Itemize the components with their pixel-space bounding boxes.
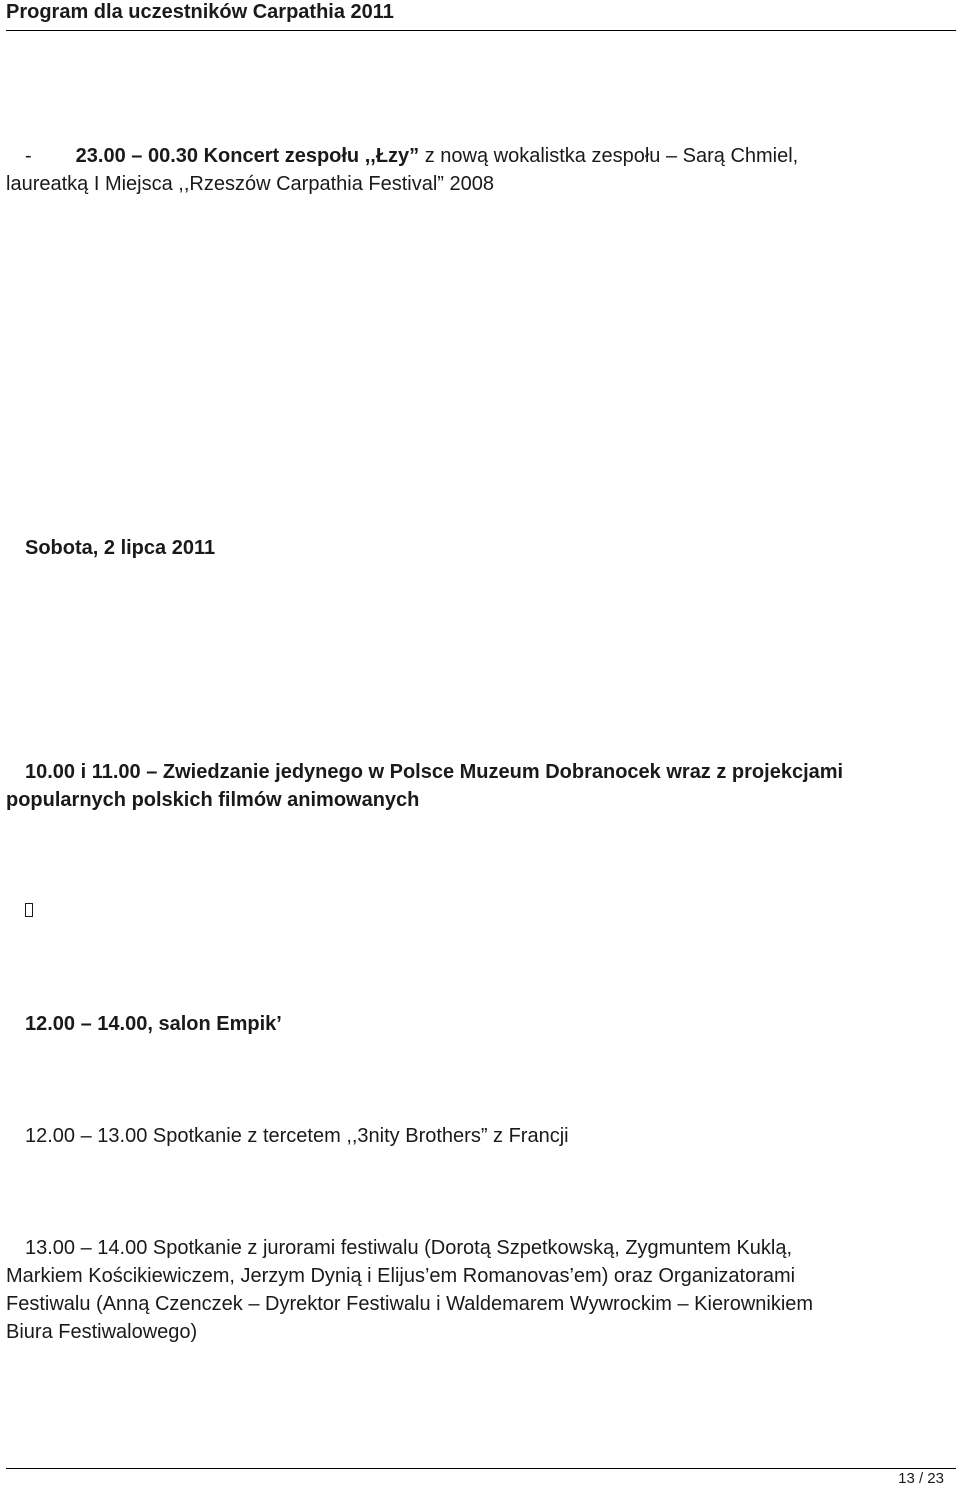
concert-line-2: laureatką I Miejsca ,,Rzeszów Carpathia Festival” 2008 — [6, 173, 494, 195]
museum-line-1: 10.00 i 11.00 – Zwiedzanie jedynego w Polsce Muzeum Dobranocek wraz z projekcjami — [25, 761, 844, 783]
trio-entry: 12.00 – 13.00 Spotkanie z tercetem ,,3nity Brothers” z Francji — [25, 1125, 569, 1147]
concert-description: z nową wokalistka zespołu – Sarą Chmiel, — [419, 145, 799, 167]
concert-entry — [6, 142, 956, 198]
concert-time: 23.00 – 00.30 — [75, 145, 199, 167]
jury-line-3: Festiwalu (Anną Czenczek – Dyrektor Festiwalu i Waldemarem Wywrockim – Kierownikiem — [6, 1293, 814, 1315]
page-number: 13 / 23 — [898, 1470, 944, 1487]
empik-heading: 12.00 – 14.00, salon Empik’ — [25, 1013, 282, 1035]
jury-line-2: Markiem Kościkiewiczem, Jerzym Dynią i Elijus’em Romanovas’em) oraz Organizatorami — [6, 1265, 796, 1287]
jury-line-4: Biura Festiwalowego) — [6, 1321, 198, 1343]
list-dash: - — [25, 145, 32, 167]
band-name: ,,Łzy” — [364, 145, 420, 167]
concert-line-1 — [6, 142, 956, 170]
jury-entry — [6, 1234, 956, 1346]
header-divider — [6, 30, 956, 31]
day-heading: Sobota, 2 lipca 2011 — [25, 537, 216, 559]
document-title: Program dla uczestników Carpathia 2011 — [6, 1, 394, 23]
jury-line-1: 13.00 – 14.00 Spotkanie z jurorami festiwalu (Dorotą Szpetkowską, Zygmuntem Kuklą, — [25, 1237, 793, 1259]
museum-entry — [6, 758, 956, 814]
missing-glyph-icon — [25, 903, 33, 917]
footer-divider — [6, 1468, 956, 1469]
page-header — [0, 0, 960, 40]
concert-title: Koncert zespołu — [198, 145, 365, 167]
museum-line-2: popularnych polskich filmów animowanych — [6, 789, 420, 811]
